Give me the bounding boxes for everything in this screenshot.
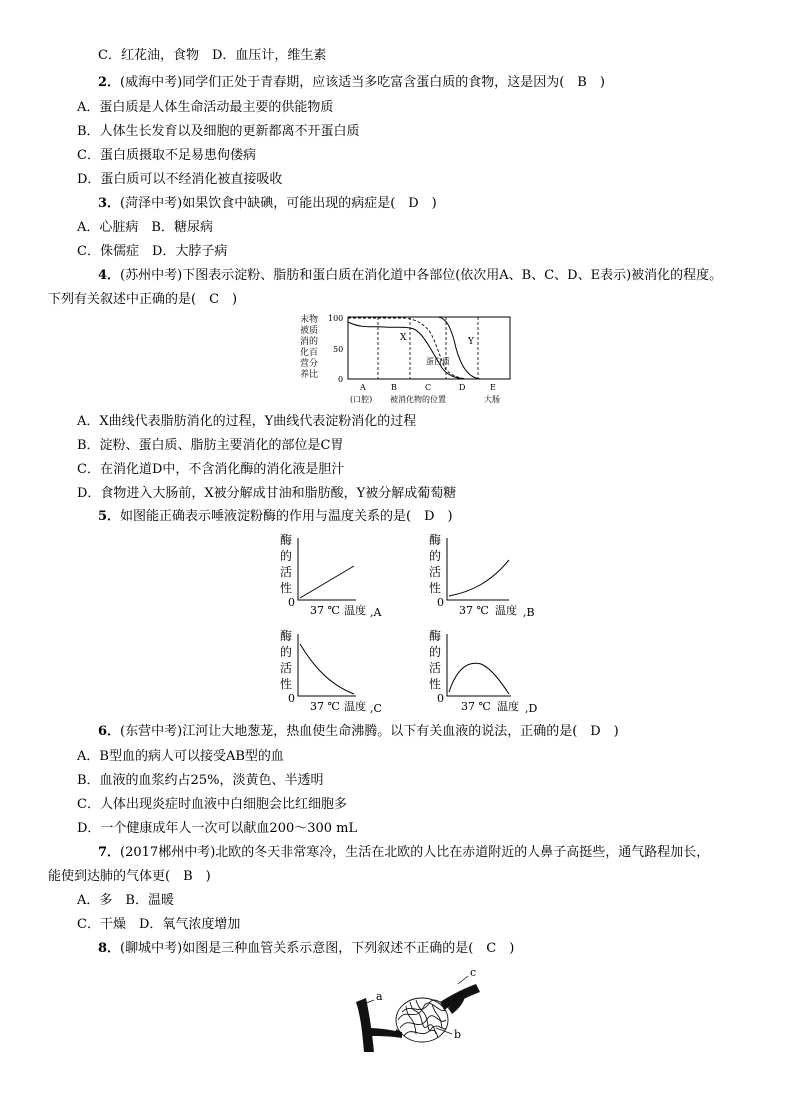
graph-xlabel: 温度	[344, 604, 366, 617]
q6-option-c: C．人体出现炎症时血液中白细胞会比红细胞多	[77, 797, 347, 812]
graph-letter: ,D	[525, 702, 538, 715]
graph-ylabel: 活	[429, 661, 442, 675]
graph-ylabel: 的	[429, 645, 442, 659]
q2-number: 2．	[98, 75, 121, 90]
digestion-frame	[348, 317, 510, 379]
enzyme-graph-d	[425, 626, 545, 716]
q7-number: 7．	[98, 845, 121, 860]
q8-stem	[98, 940, 514, 958]
enzyme-graph-a	[276, 530, 386, 618]
curve-x-starch	[348, 322, 464, 379]
q7-options-ab: A．多 B．温暖	[77, 893, 174, 908]
curve-x-label: X	[400, 333, 407, 343]
digestion-ylabel-5: 营分	[300, 359, 319, 369]
graph-curve	[300, 566, 354, 598]
q7-stem-line2: 能使到达肺的气体更( B )	[48, 869, 211, 884]
graph-curve	[449, 560, 509, 596]
q4-stem-text-1: (苏州中考)下图表示淀粉、脂肪和蛋白质在消化道中各部位(依次用A、B、C、D、E表示)被消化的程度。	[120, 268, 723, 283]
graph-axes	[447, 538, 509, 600]
digestion-ytick-50: 50	[333, 345, 344, 354]
q4-stem-line1	[98, 267, 722, 285]
q6-number: 6．	[98, 724, 121, 739]
section-e-note: 大肠	[484, 395, 500, 404]
q4-stem-line2: 下列有关叙述中正确的是( C )	[48, 292, 238, 307]
graph-axes	[447, 634, 511, 696]
digestion-ytick-100: 100	[328, 314, 344, 323]
q2-option-a: A．蛋白质是人体生命活动最主要的供能物质	[77, 100, 334, 115]
graph-ylabel: 性	[429, 677, 442, 691]
graph-ylabel: 的	[280, 549, 293, 563]
q6-option-a: A．B型血的病人可以接受AB型的血	[77, 749, 284, 764]
section-e: E	[490, 383, 496, 392]
q6-option-b: B．血液的血浆约占25%，淡黄色、半透明	[77, 773, 324, 788]
q2-stem-text: (威海中考)同学们正处于青春期，应该适当多吃富含蛋白质的食物，这是因为( B )	[120, 75, 605, 90]
section-a: A	[360, 383, 366, 392]
digestion-ylabel-4: 化百	[300, 348, 319, 358]
q3-options-ab: A．心脏病 B．糖尿病	[77, 220, 213, 235]
vessel-b-capillaries	[396, 998, 448, 1042]
blood-vessel-diagram	[340, 962, 490, 1058]
graph-xlabel: 温度	[344, 700, 366, 713]
graph-temp: 37 ℃	[459, 604, 489, 617]
label-line-c	[458, 976, 468, 984]
digestion-ytick-0: 0	[338, 375, 344, 384]
vessel-a	[356, 998, 374, 1052]
graph-letter-b: B	[526, 606, 535, 618]
graph-ylabel: 的	[429, 549, 442, 563]
enzyme-graph-b	[425, 530, 545, 618]
q4-option-d: D．食物进入大肠前，X被分解成甘油和脂肪酸，Y被分解成葡萄糖	[77, 486, 457, 501]
curve-protein	[348, 318, 466, 379]
q2-option-d: D．蛋白质可以不经消化被直接吸收	[77, 172, 283, 187]
q6-stem	[98, 723, 619, 741]
q5-stem	[98, 508, 453, 526]
graph-ylabel: 的	[280, 645, 293, 659]
q3-options-cd: C．侏儒症 D．大脖子病	[77, 244, 228, 259]
graph-letter: ,B	[523, 606, 535, 618]
q4-option-a: A．X曲线代表脂肪消化的过程，Y曲线代表淀粉消化的过程	[77, 414, 417, 429]
graph-ylabel: 性	[429, 581, 442, 595]
q5-stem-text: 如图能正确表示唾液淀粉酶的作用与温度关系的是( D )	[120, 509, 453, 524]
graph-origin: 0	[288, 596, 295, 609]
graph-ylabel: 活	[280, 661, 293, 675]
enzyme-graph-c	[276, 626, 386, 716]
q4-option-c: C．在消化道D中，不含消化酶的消化液是胆汁	[77, 462, 345, 477]
q5-number: 5．	[98, 509, 121, 524]
digestion-ylabel-6: 养比	[300, 370, 319, 380]
q7-options-cd: C．干燥 D．氧气浓度增加	[77, 917, 241, 932]
curve-y-label: Y	[468, 337, 474, 347]
graph-ylabel: 酶	[429, 533, 442, 547]
digestion-ylabel-2: 被质	[300, 326, 319, 336]
graph-ylabel: 酶	[280, 629, 293, 643]
section-d: D	[459, 383, 466, 392]
q6-stem-text: (东营中考)江河让大地葱茏，热血使生命沸腾。以下有关血液的说法，正确的是( D )	[120, 724, 619, 739]
q6-option-d: D．一个健康成年人一次可以献血200～300 mL	[77, 821, 358, 836]
q8-number: 8．	[98, 941, 121, 956]
graph-ylabel: 酶	[429, 629, 442, 643]
q2-option-c: C．蛋白质摄取不足易患佝偻病	[77, 148, 256, 163]
graph-origin: 0	[437, 692, 444, 705]
graph-letter: ,C	[370, 702, 382, 715]
q7-stem-line1	[98, 844, 709, 862]
graph-origin: 0	[437, 596, 444, 609]
label-b: b	[454, 1028, 462, 1041]
curve-protein-label: 蛋白质	[426, 357, 450, 366]
graph-letter-c: C	[373, 702, 382, 715]
q7-stem-text-1: (2017郴州中考)北欧的冬天非常寒冷，生活在北欧的人比在赤道附近的人鼻子高挺些，通气路程加长，	[120, 845, 710, 860]
graph-letter-d: D	[528, 702, 538, 715]
q3-number: 3．	[98, 196, 121, 211]
q3-stem	[98, 195, 437, 213]
section-a-note: (口腔)	[350, 395, 373, 404]
graph-ylabel: 活	[280, 565, 293, 579]
graph-ylabel: 酶	[280, 533, 293, 547]
label-a: a	[376, 990, 383, 1003]
section-b: B	[391, 383, 397, 392]
section-c: C	[425, 383, 432, 392]
graph-temp: 37 ℃	[310, 604, 340, 617]
label-c: c	[470, 966, 477, 979]
graph-ylabel: 性	[280, 677, 293, 691]
q1-options-cd: C．红花油，食物 D．血压计，维生素	[98, 48, 327, 63]
graph-xlabel: 温度	[497, 700, 519, 713]
graph-axes	[298, 634, 356, 696]
graph-curve	[300, 644, 354, 694]
q2-option-b: B．人体生长发育以及细胞的更新都离不开蛋白质	[77, 124, 360, 139]
q8-stem-text: (聊城中考)如图是三种血管关系示意图，下列叙述不正确的是( C )	[120, 941, 515, 956]
q4-number: 4．	[98, 268, 121, 283]
graph-ylabel: 活	[429, 565, 442, 579]
digestion-ylabel-1: 未物	[300, 315, 319, 325]
graph-xlabel: 温度	[495, 604, 517, 617]
graph-axes	[298, 538, 356, 600]
graph-origin: 0	[288, 692, 295, 705]
q2-stem	[98, 74, 605, 92]
q4-option-b: B．淀粉、蛋白质、脂肪主要消化的部位是C胃	[77, 438, 344, 453]
digestion-ylabel-3: 消的	[300, 337, 319, 347]
graph-temp: 37 ℃	[310, 700, 340, 713]
graph-letter: ,A	[370, 606, 382, 618]
graph-curve	[449, 663, 509, 694]
q3-stem-text: (菏泽中考)如果饮食中缺碘，可能出现的病症是( D )	[120, 196, 437, 211]
graph-letter-a: A	[373, 606, 382, 618]
graph-ylabel: 性	[280, 581, 293, 595]
digestion-chart	[300, 312, 520, 412]
digestion-xlabel: 被消化物的位置	[390, 395, 446, 404]
graph-temp: 37 ℃	[461, 700, 491, 713]
